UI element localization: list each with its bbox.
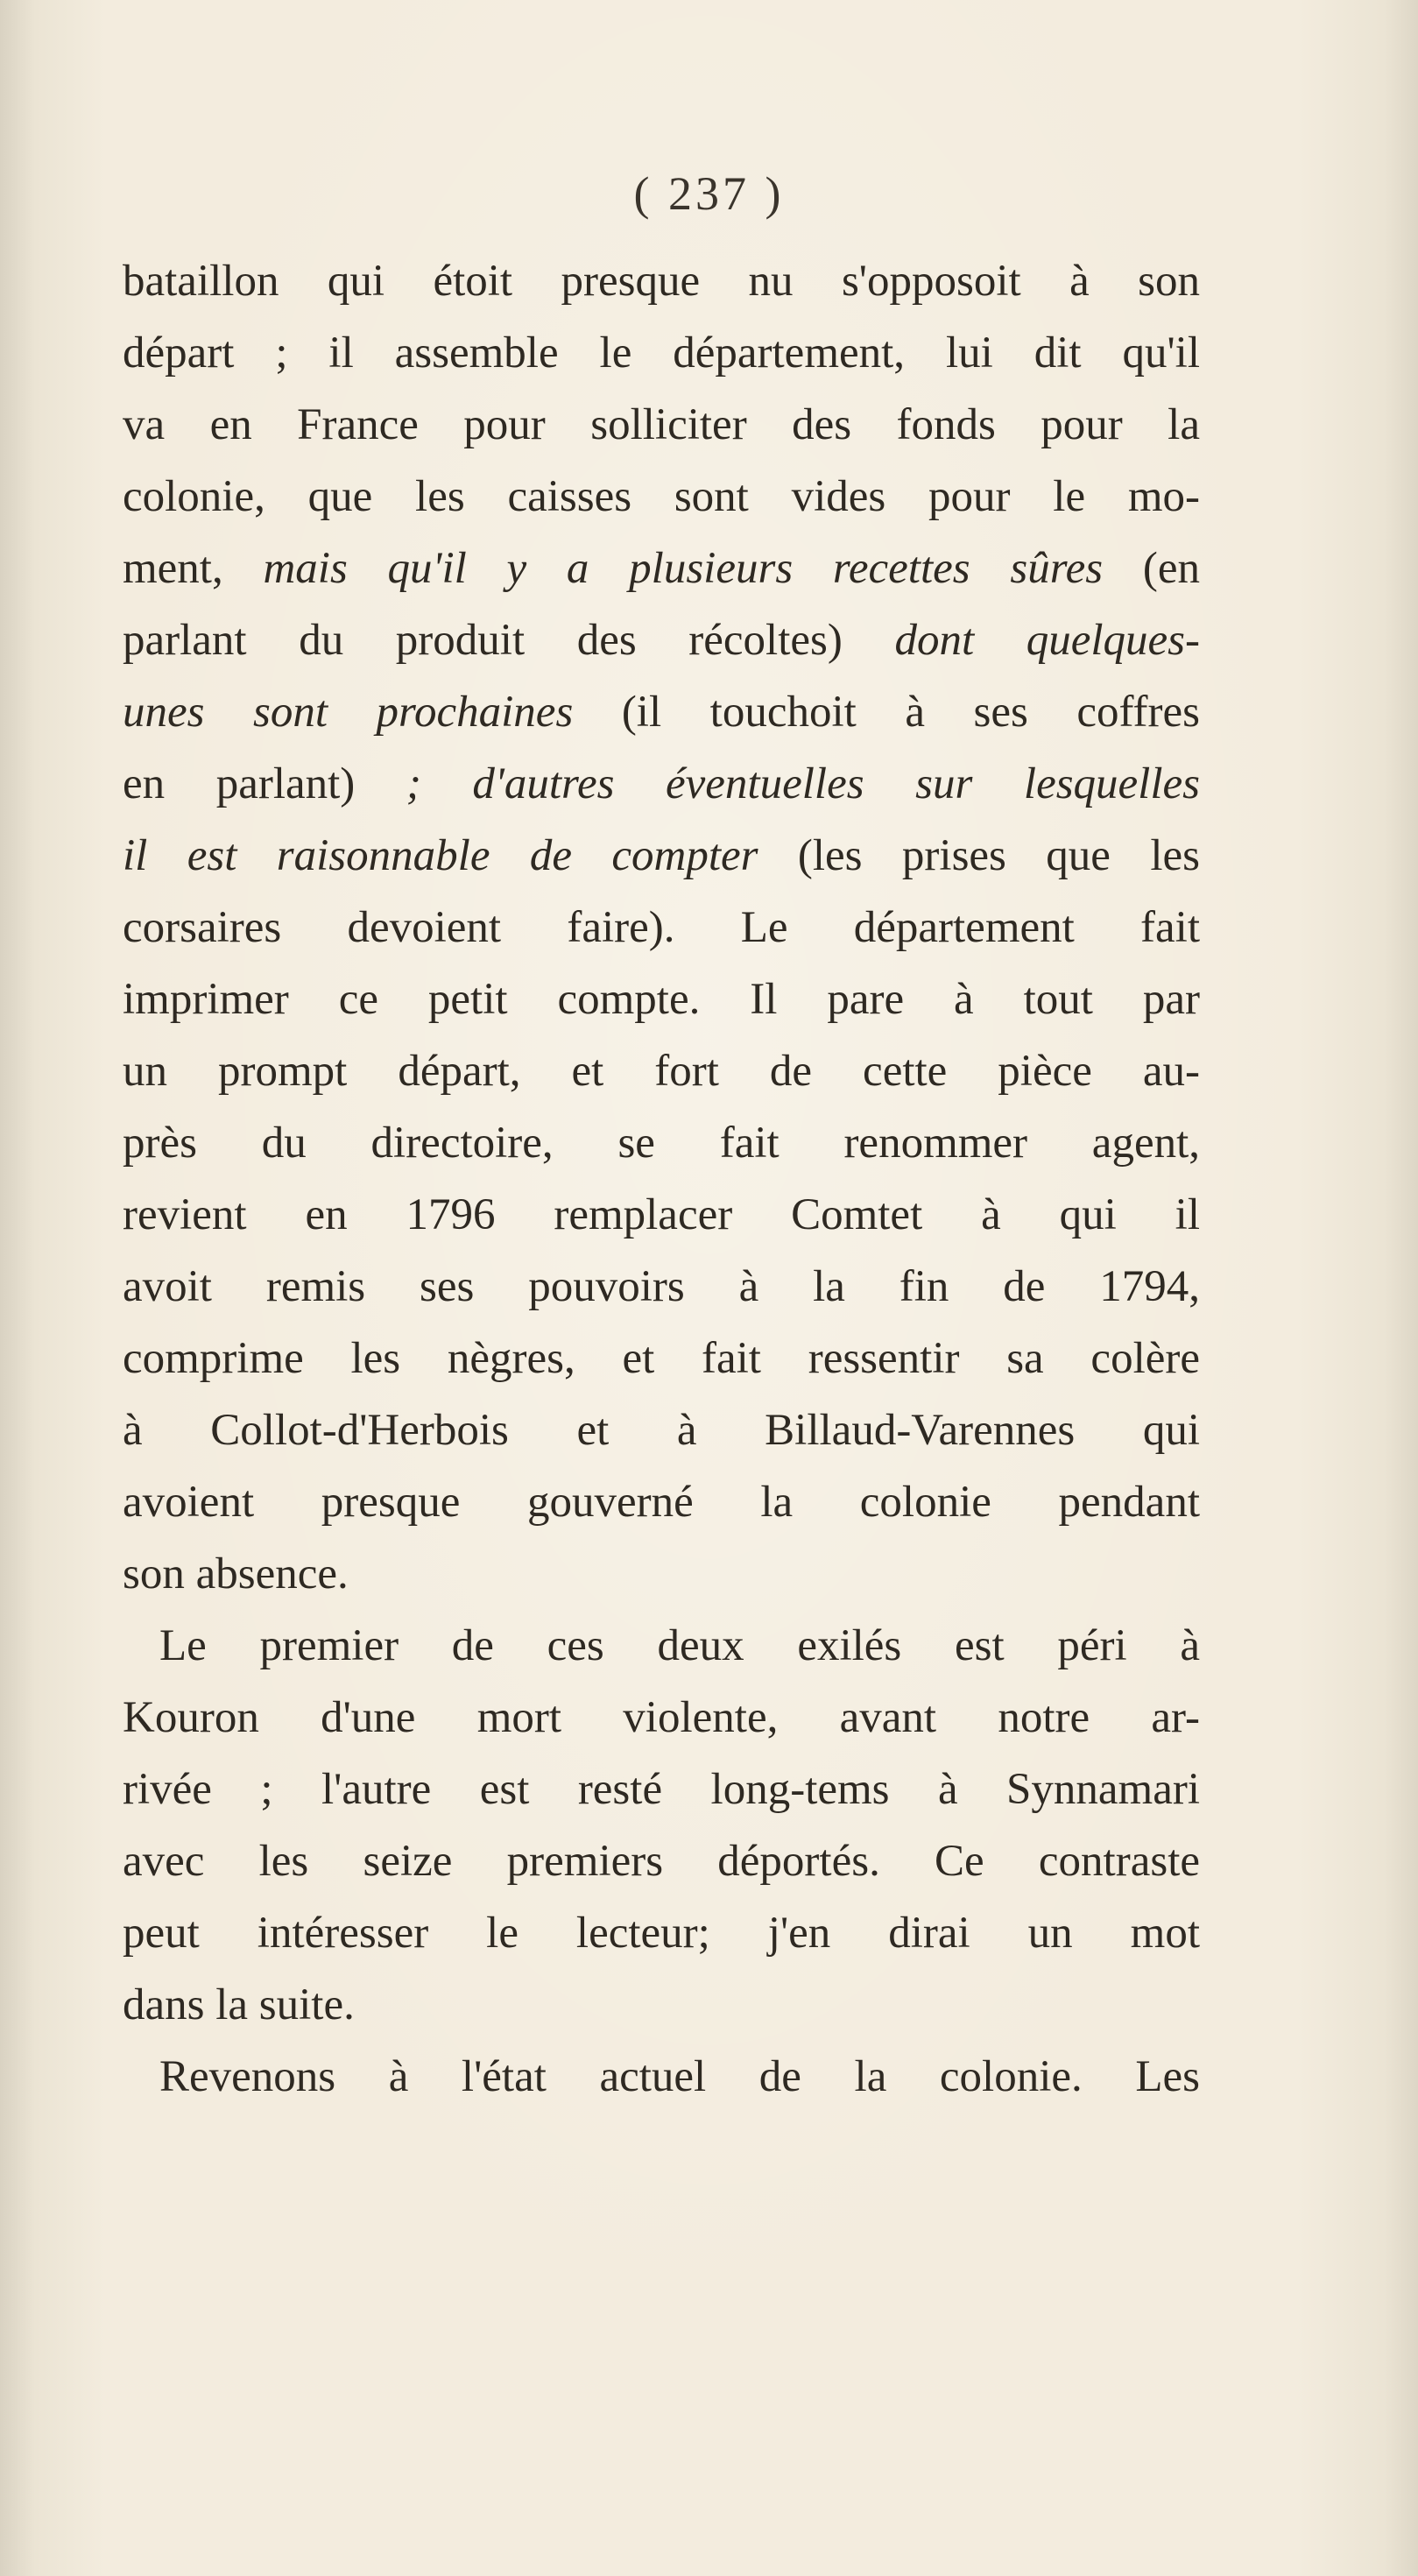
text-line: unes sont prochaines (il touchoit à ses coffres [123, 688, 1200, 737]
italic-text: mais qu'il y a plusieurs recettes sûres [263, 544, 1104, 593]
text-line: peut intéresser le lecteur; j'en dirai un mot [123, 1909, 1200, 1958]
italic-text: ; d'autres éventuelles sur lesquelles [406, 759, 1200, 808]
text-line: avec les seize premiers déportés. Ce contraste [123, 1837, 1200, 1886]
text-line: imprimer ce petit compte. Il pare à tout par [123, 975, 1200, 1024]
text-line: parlant du produit des récoltes) dont quelques- [123, 616, 1200, 665]
text-line: dans la suite. [123, 1980, 355, 2029]
text-line: bataillon qui étoit presque nu s'opposoit à son [123, 257, 1200, 306]
italic-text: il est raisonnable de compter [123, 831, 758, 880]
italic-text: dont quelques- [894, 616, 1200, 665]
text-line: près du directoire, se fait renommer agent, [123, 1119, 1200, 1168]
text-line: colonie, que les caisses sont vides pour le mo- [123, 472, 1200, 521]
text-line: un prompt départ, et fort de cette pièce au- [123, 1047, 1200, 1096]
text-line: il est raisonnable de compter (les prises que les [123, 831, 1200, 880]
text-line: rivée ; l'autre est resté long-tems à Synnamari [123, 1765, 1200, 1814]
text-line: va en France pour solliciter des fonds pour la [123, 400, 1200, 449]
page-number: ( 237 ) [633, 167, 785, 220]
paragraph-start-line: Revenons à l'état actuel de la colonie. Les [159, 2052, 1200, 2101]
text-line: avoient presque gouverné la colonie pendant [123, 1478, 1200, 1527]
text-line: son absence. [123, 1549, 349, 1599]
text-line: ment, mais qu'il y a plusieurs recettes sûres (en [123, 544, 1200, 593]
text-line: Kouron d'une mort violente, avant notre ar- [123, 1693, 1200, 1742]
body-text [123, 245, 1200, 2113]
text-line: à Collot-d'Herbois et à Billaud-Varennes qui [123, 1406, 1200, 1455]
text-line: départ ; il assemble le département, lui dit qu'il [123, 328, 1200, 378]
text-line: corsaires devoient faire). Le département fait [123, 903, 1200, 952]
paragraph-start-line: Le premier de ces deux exilés est péri à [159, 1621, 1200, 1670]
text-line: en parlant) ; d'autres éventuelles sur lesquelles [123, 759, 1200, 808]
text-line: comprime les nègres, et fait ressentir sa colère [123, 1334, 1200, 1383]
text-line: revient en 1796 remplacer Comtet à qui il [123, 1190, 1200, 1239]
text-line: avoit remis ses pouvoirs à la fin de 1794, [123, 1262, 1200, 1311]
italic-text: unes sont prochaines [123, 688, 574, 737]
